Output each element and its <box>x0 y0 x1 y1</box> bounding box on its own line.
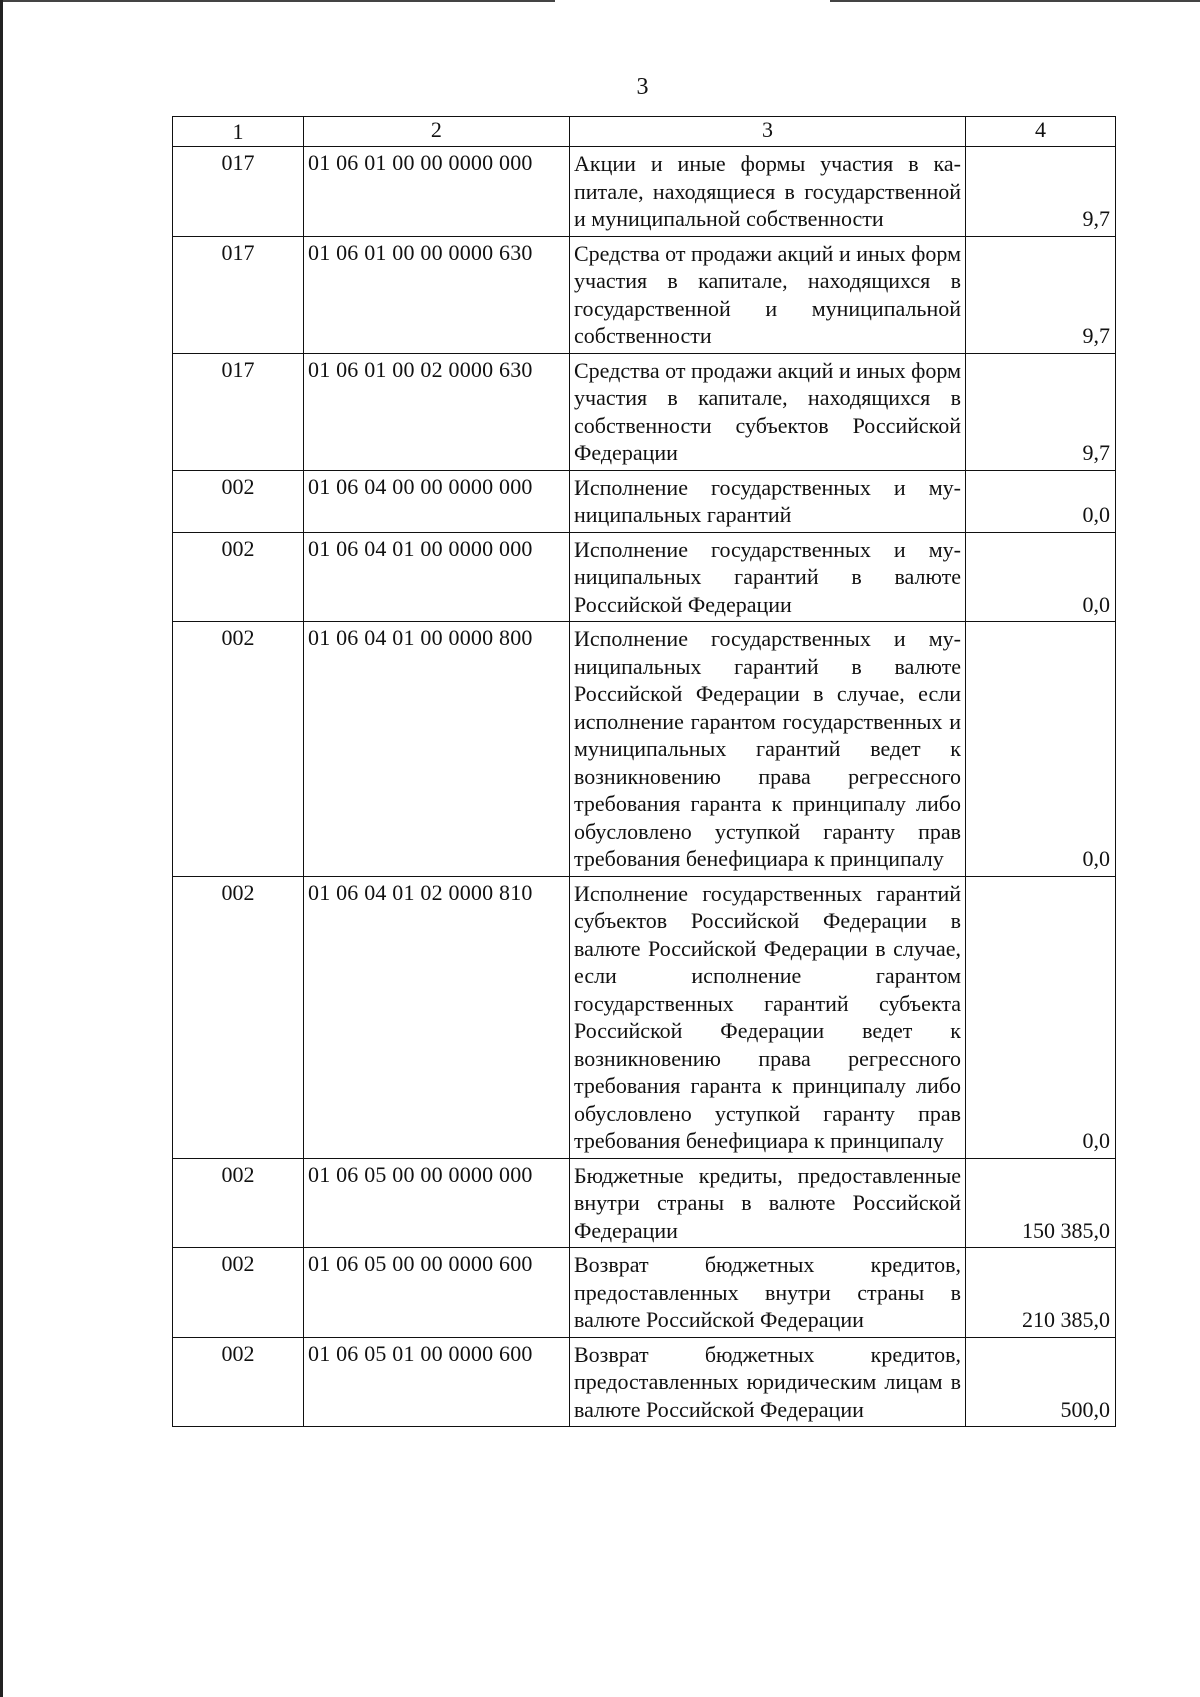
scan-left-edge <box>0 0 3 1697</box>
amount-cell: 0,0 <box>966 470 1116 532</box>
source-name-cell: Возврат бюджетных кредитов, предоставленных внутри страны в валюте Российской Федерации <box>570 1248 966 1338</box>
source-name-cell: Возврат бюджетных кредитов, предоставленных юридическим лицам в валюте Российской Федерации <box>570 1337 966 1427</box>
budget-code-cell: 01 06 01 00 00 0000 630 <box>304 236 570 353</box>
table-row <box>173 353 1116 470</box>
source-name-cell: Исполнение государственных и муниципальных гарантий в валюте Российской Федерации в случае, если исполнение гарантом государственных и муниципальных гарантий ведет к возникновению права регрессного требования гаранта к принципалу либо обусловлено уступкой гаранту прав требования бенефициара к принципалу <box>570 622 966 877</box>
admin-code-cell: 002 <box>173 622 304 877</box>
table-row <box>173 147 1116 237</box>
table-row <box>173 1248 1116 1338</box>
source-name-cell: Средства от продажи акций и иных форм участия в капитале, находящихся в государственной и муниципальной собственности <box>570 236 966 353</box>
admin-code-cell: 002 <box>173 470 304 532</box>
amount-cell: 9,7 <box>966 147 1116 237</box>
column-header-1: 1 <box>173 117 304 147</box>
source-name-cell: Акции и иные формы участия в капитале, находящиеся в государственной и муниципальной собственности <box>570 147 966 237</box>
page-number: 3 <box>636 74 649 100</box>
amount-cell: 9,7 <box>966 236 1116 353</box>
table-row <box>173 236 1116 353</box>
table-row <box>173 470 1116 532</box>
budget-code-cell: 01 06 04 01 02 0000 810 <box>304 876 570 1158</box>
amount-cell: 0,0 <box>966 532 1116 622</box>
table-row <box>173 1158 1116 1248</box>
source-name-cell: Исполнение государственных и муниципальных гарантий <box>570 470 966 532</box>
budget-code-cell: 01 06 01 00 00 0000 000 <box>304 147 570 237</box>
budget-code-cell: 01 06 01 00 02 0000 630 <box>304 353 570 470</box>
admin-code-cell: 002 <box>173 1158 304 1248</box>
budget-code-cell: 01 06 04 01 00 0000 800 <box>304 622 570 877</box>
amount-cell: 0,0 <box>966 622 1116 877</box>
budget-code-cell: 01 06 04 00 00 0000 000 <box>304 470 570 532</box>
admin-code-cell: 002 <box>173 1248 304 1338</box>
budget-code-cell: 01 06 05 01 00 0000 600 <box>304 1337 570 1427</box>
admin-code-cell: 017 <box>173 147 304 237</box>
amount-cell: 500,0 <box>966 1337 1116 1427</box>
table-row <box>173 622 1116 877</box>
amount-cell: 150 385,0 <box>966 1158 1116 1248</box>
admin-code-cell: 017 <box>173 353 304 470</box>
table-row <box>173 876 1116 1158</box>
admin-code-cell: 002 <box>173 1337 304 1427</box>
table-row <box>173 1337 1116 1427</box>
column-header-3: 3 <box>570 117 966 147</box>
admin-code-cell: 002 <box>173 876 304 1158</box>
budget-code-cell: 01 06 04 01 00 0000 000 <box>304 532 570 622</box>
source-name-cell: Исполнение государственных гарантий субъектов Российской Федерации в валюте Российской Федерации в случае, если исполнение гарантом государственных гарантий субъекта Российской Федерации ведет к возникновению права регрессного требования гаранта к принципалу либо обусловлено уступкой гаранту прав требования бенефициара к принципалу <box>570 876 966 1158</box>
source-name-cell: Средства от продажи акций и иных форм участия в капитале, находящихся в собственности субъектов Российской Федерации <box>570 353 966 470</box>
budget-code-cell: 01 06 05 00 00 0000 000 <box>304 1158 570 1248</box>
source-name-cell: Исполнение государственных и муниципальных гарантий в валюте Российской Федерации <box>570 532 966 622</box>
source-name-cell: Бюджетные кредиты, предоставленные внутри страны в валюте Российской Федерации <box>570 1158 966 1248</box>
column-header-4: 4 <box>966 117 1116 147</box>
scan-top-edge <box>0 0 1200 3</box>
header-row <box>173 117 1116 147</box>
amount-cell: 0,0 <box>966 876 1116 1158</box>
table-body <box>173 147 1116 1427</box>
sources-table <box>172 116 1116 1427</box>
amount-cell: 210 385,0 <box>966 1248 1116 1338</box>
budget-code-cell: 01 06 05 00 00 0000 600 <box>304 1248 570 1338</box>
admin-code-cell: 017 <box>173 236 304 353</box>
table-row <box>173 532 1116 622</box>
amount-cell: 9,7 <box>966 353 1116 470</box>
admin-code-cell: 002 <box>173 532 304 622</box>
column-header-2: 2 <box>304 117 570 147</box>
